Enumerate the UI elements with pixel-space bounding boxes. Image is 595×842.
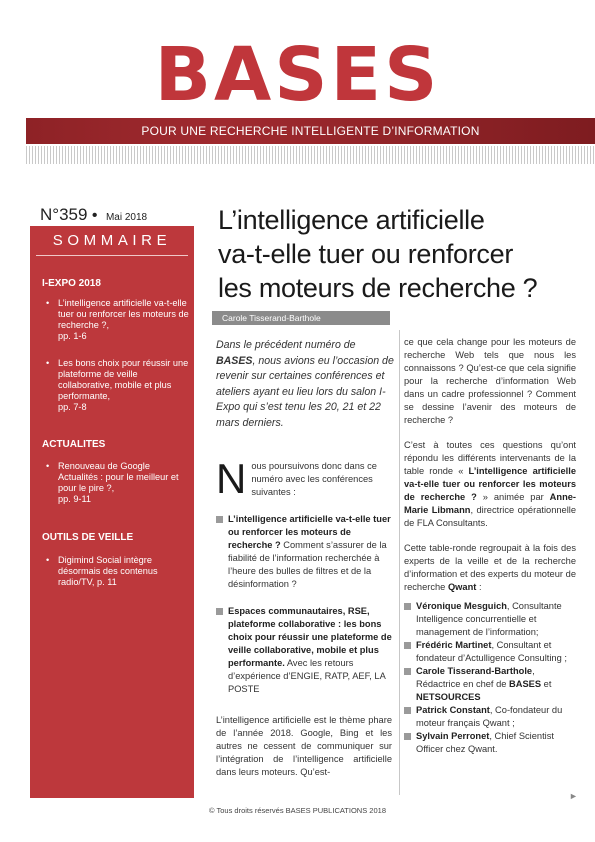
toc-item-text: Digimind Social intègre désormais des contenus radio/TV, p. 11 xyxy=(58,555,158,587)
body-text: : xyxy=(476,582,482,592)
toc-item[interactable] xyxy=(58,358,190,413)
speaker-name: Véronique Mesguich xyxy=(416,601,507,611)
intro-brand: BASES xyxy=(216,354,253,367)
article-intro xyxy=(216,338,394,432)
speaker-item xyxy=(404,665,576,704)
lead-paragraph xyxy=(216,455,392,502)
body-text: , directrice opérationnelle de FLA Consultants. xyxy=(404,505,577,528)
speaker-name: Sylvain Perronet xyxy=(416,731,490,741)
section-heading-outils: OUTILS DE VEILLE xyxy=(42,532,134,543)
article-headline xyxy=(218,203,588,305)
square-bullet-icon xyxy=(216,516,223,523)
conference-item xyxy=(216,513,392,591)
square-bullet-icon xyxy=(404,733,411,740)
square-bullet-icon xyxy=(404,642,411,649)
sommaire-rule xyxy=(36,255,188,256)
decorative-stripes xyxy=(26,146,595,164)
sommaire-sidebar xyxy=(30,226,194,798)
toc-item[interactable] xyxy=(58,461,190,505)
speaker-role: , Chief Scientist Officer chez Qwant. xyxy=(416,731,554,754)
speaker-name: Frédéric Martinet xyxy=(416,640,492,650)
toc-item-text: L’intelligence artificielle va-t-elle tuer ou renforcer les moteurs de recherche ?, xyxy=(58,298,189,330)
moderator-name: Anne-Marie Libmann xyxy=(404,492,577,515)
copyright-footer: © Tous droits réservés BASES PUBLICATIONS 2018 xyxy=(209,806,386,815)
speaker-role: , Co-fondateur du moteur français Qwant ; xyxy=(416,705,563,728)
square-bullet-icon xyxy=(216,608,223,615)
speaker-item xyxy=(404,730,576,756)
roundtable-title: L’intelligence artificielle va-t-elle tuer ou renforcer les moteurs de recherche ? xyxy=(404,466,576,502)
conference-title: Espaces communautaires, RSE, plateforme collaborative : les bons choix pour réussir une plateforme de veille collaborative, mobile et plus performante. xyxy=(228,606,392,668)
column-divider xyxy=(399,330,400,795)
section-heading-iexpo: I-EXPO 2018 xyxy=(42,278,101,289)
headline-line: les moteurs de recherche ? xyxy=(218,273,538,303)
masthead-title: BASES xyxy=(154,32,441,118)
sommaire-title: SOMMAIRE xyxy=(52,232,172,249)
brand-name: Qwant xyxy=(447,582,477,592)
conference-title: L’intelligence artificielle va-t-elle tuer ou renforcer les moteurs de recherche ? xyxy=(228,514,391,550)
speaker-role: , Rédactrice en chef de xyxy=(416,666,535,689)
body-paragraph: ce que cela change pour les moteurs de recherche Web tels que nous les connaissons ? Qu’est-ce que cela signifie pour la recherche d’information Web dans un cadre professionnel ? Comment se dessine l’avenir des moteurs de recherche ? xyxy=(404,337,576,425)
speaker-role: , Consultante Intelligence concurrentielle et management de l’information; xyxy=(416,601,562,637)
article-column-2 xyxy=(404,336,576,756)
next-page-arrow-icon[interactable]: ► xyxy=(569,791,578,801)
headline-line: L’intelligence artificielle xyxy=(218,205,485,235)
toc-item-pages: pp. 9-11 xyxy=(58,494,92,504)
issue-info xyxy=(40,205,147,225)
body-text: C’est à toutes ces questions qu’ont répondu les différents intervenants de la table ronde « xyxy=(404,440,576,476)
body-paragraph: L’intelligence artificielle est le thème phare de l’année 2018. Google, Bing et les autres ne cessent de communiquer sur l’intégration de l’intelligence artificielle dans leurs moteurs. Qu’est- xyxy=(216,715,392,777)
issue-separator: • xyxy=(91,207,98,224)
body-text: » animée par xyxy=(476,492,550,502)
body-text: Cette table-ronde regroupait à la fois des experts de la veille et de la recherche d’information et des experts du moteur de recherche xyxy=(404,543,576,592)
drop-cap: N xyxy=(216,455,247,502)
lead-text: ous poursuivons donc dans ce numéro avec les conférences suivantes : xyxy=(251,461,377,497)
conference-text: Avec les retours d’expérience d’ENGIE, RATP, AEF, LA POSTE xyxy=(228,658,386,694)
headline-line: va-t-elle tuer ou renforcer xyxy=(218,239,514,269)
brand-name: BASES xyxy=(509,679,542,689)
tagline: POUR UNE RECHERCHE INTELLIGENTE D’INFORMATION xyxy=(141,124,480,138)
intro-text: Dans le précédent numéro de xyxy=(216,339,356,351)
speaker-name: Patrick Constant xyxy=(416,705,490,715)
speaker-role: et xyxy=(541,679,552,689)
section-heading-actualites: ACTUALITES xyxy=(42,439,106,450)
conference-item xyxy=(216,605,392,696)
speaker-item xyxy=(404,704,576,730)
tagline-band xyxy=(26,118,595,144)
speaker-item xyxy=(404,600,576,639)
toc-item-pages: pp. 7-8 xyxy=(58,402,87,412)
conference-text: Comment s’assurer de la fiabilité de l’information recherchée à l’heure des bulles de filtres et de la désinformation ? xyxy=(228,540,387,589)
square-bullet-icon xyxy=(404,603,411,610)
issue-number: N°359 xyxy=(40,205,88,224)
speaker-role: , Consultant et fondateur d’Actulligence Consulting ; xyxy=(416,640,567,663)
article-column-1 xyxy=(216,455,392,779)
toc-item[interactable] xyxy=(58,555,190,588)
speaker-name: Carole Tisserand-Barthole xyxy=(416,666,533,676)
square-bullet-icon xyxy=(404,707,411,714)
toc-item[interactable] xyxy=(58,298,190,342)
brand-name: NETSOURCES xyxy=(416,692,481,702)
square-bullet-icon xyxy=(404,668,411,675)
issue-date: Mai 2018 xyxy=(105,212,148,223)
toc-item-pages: pp. 1-6 xyxy=(58,331,87,341)
intro-text: , nous avions eu l’occasion de revenir sur certaines conférences et ateliers ayant eu lieu lors du salon I-Expo qui s’est tenu les 20, 21 et 22 mars derniers. xyxy=(216,354,394,429)
author-byline: Carole Tisserand-Barthole xyxy=(212,311,390,325)
toc-item-text: Renouveau de Google Actualités : pour le meilleur et pour le pire ?, xyxy=(58,461,179,493)
body-paragraph xyxy=(404,542,576,594)
speaker-item xyxy=(404,639,576,665)
toc-item-text: Les bons choix pour réussir une plateforme de veille collaborative, mobile et plus performante, xyxy=(58,358,189,401)
body-paragraph xyxy=(404,439,576,530)
